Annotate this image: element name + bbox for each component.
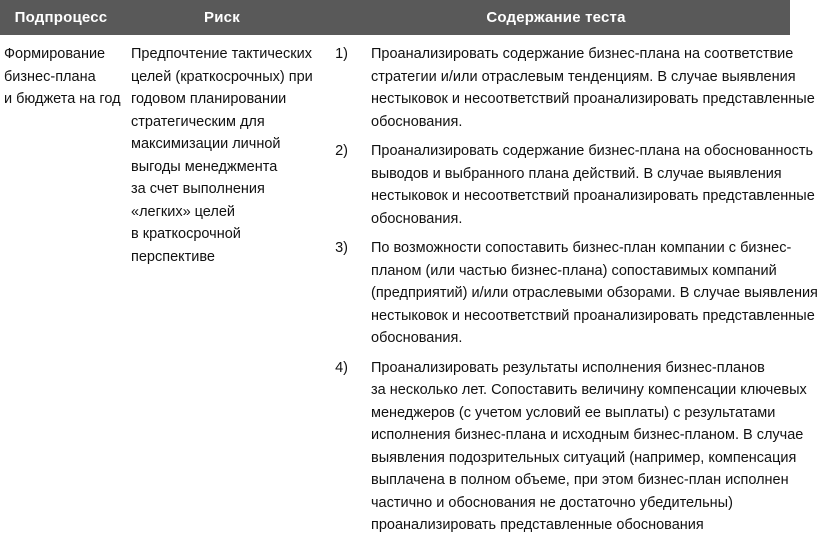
header-subprocess: Подпроцесс — [14, 9, 108, 26]
test-number: 4) — [335, 359, 348, 376]
risk-line: в краткосрочной — [131, 226, 241, 242]
test-content-cell — [322, 35, 818, 544]
risk-line: за счет выполнения — [131, 181, 265, 197]
test-line: обоснования. — [371, 113, 463, 130]
risk-line: стратегическим для — [131, 113, 265, 130]
risk-cell — [122, 35, 322, 544]
test-line: обоснования. — [371, 210, 463, 227]
risk-line: Предпочтение тактических — [131, 46, 312, 62]
test-line: По возможности сопоставить бизнес-план компании с бизнес- — [371, 240, 792, 256]
test-item-3 — [322, 237, 818, 350]
test-line: менеджеров (с учетом условий ее выплаты) с результатами — [371, 404, 776, 421]
test-line: обоснования. — [371, 330, 463, 346]
test-line: выводов и выбранного плана действий. В случае выявления — [371, 165, 782, 182]
test-item-2 — [322, 140, 815, 230]
table-header-row — [0, 0, 790, 35]
test-number: 1) — [335, 46, 348, 62]
test-line: Проанализировать содержание бизнес-плана на обоснованность — [371, 143, 814, 159]
risk-line: максимизации личной — [131, 136, 281, 152]
test-line: нестыковок и несоответствий проанализировать представленные — [371, 307, 815, 324]
test-line: нестыковок и несоответствий проанализировать представленные — [371, 188, 815, 204]
test-line: выплачена в полном объеме, при этом бизнес-план исполнен — [371, 472, 789, 488]
test-line: проанализировать представленные обоснования — [371, 517, 704, 533]
test-line: за несколько лет. Сопоставить величину компенсации ключевых — [371, 382, 807, 398]
test-list — [322, 43, 818, 537]
risk-line: «легких» целей — [131, 203, 236, 220]
test-line: стратегии и/или отраслевым тенденциям. В случае выявления — [371, 68, 796, 85]
subprocess-line: бизнес-плана — [4, 68, 96, 85]
risk-line: годовом планировании — [131, 91, 287, 107]
test-line: планом (или частью бизнес-плана) сопоставимых компаний — [371, 262, 777, 279]
test-number: 3) — [335, 240, 348, 256]
test-line: (предприятий) и/или отраслевыми обзорами. В случае выявления — [371, 285, 818, 301]
header-risk: Риск — [204, 9, 240, 26]
risk-line: перспективе — [131, 248, 215, 265]
test-item-1 — [322, 43, 815, 133]
test-line: частично и обоснования не достаточно убедительны) — [371, 494, 733, 511]
subprocess-line: и бюджета на год — [4, 91, 121, 107]
risk-line: выгоды менеджмента — [131, 158, 278, 175]
table-row — [0, 35, 790, 544]
subprocess-cell — [0, 35, 122, 544]
test-text — [371, 43, 819, 133]
subprocess-line: Формирование — [4, 46, 106, 62]
test-line: Проанализировать содержание бизнес-плана на соответствие — [371, 46, 794, 62]
test-text — [371, 140, 819, 230]
test-text — [371, 357, 811, 537]
test-line: нестыковок и несоответствий проанализировать представленные — [371, 91, 815, 107]
test-text — [371, 237, 822, 350]
test-number: 2) — [335, 143, 348, 159]
test-line: исполнения бизнес-плана и исходным бизнес-планом. В случае — [371, 427, 804, 443]
header-test-content: Содержание теста — [486, 9, 626, 26]
test-line: Проанализировать результаты исполнения бизнес-планов — [371, 359, 765, 376]
test-line: выявления подозрительных ситуаций (например, компенсация — [371, 449, 797, 466]
test-item-4 — [322, 357, 807, 537]
risk-line: целей (краткосрочных) при — [131, 68, 313, 85]
